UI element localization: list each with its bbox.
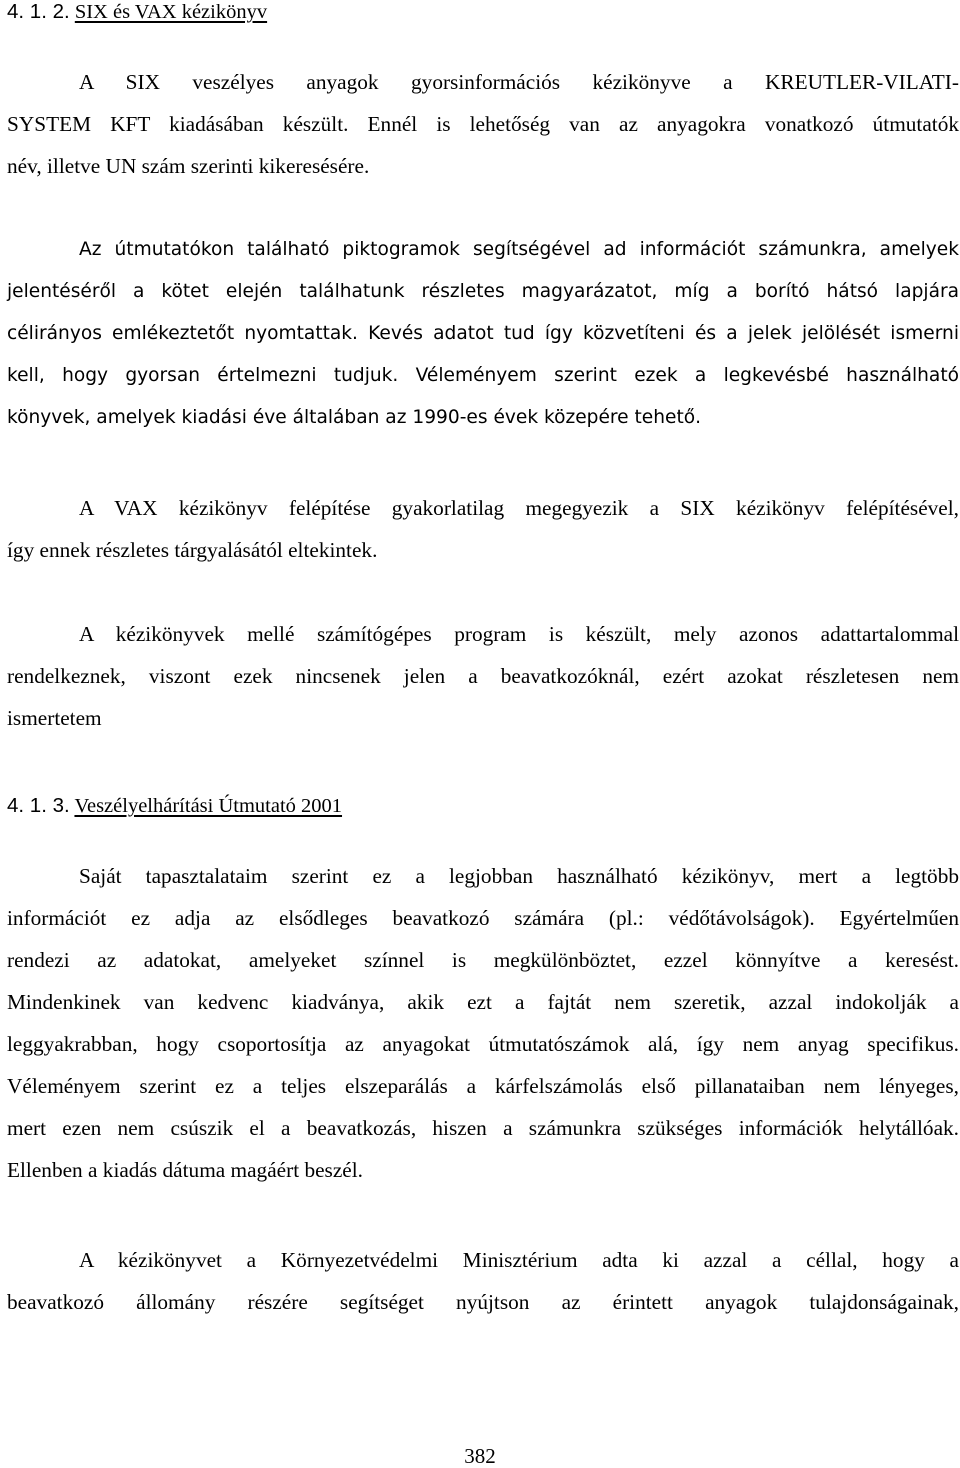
paragraph-line: információt ez adja az elsődleges beavatkozó számára (pl.: védőtávolságok). Egyértelműen [7,906,959,930]
paragraph-line: Véleményem szerint ez a teljes elszeparálás a kárfelszámolás első pillanataiban nem lényeges, [7,1074,959,1098]
paragraph-line: ismertetem [7,706,102,730]
section-title: Veszélyelhárítási Útmutató 2001 [74,795,343,817]
section-heading-4-1-3 [7,794,342,818]
paragraph-line: SYSTEM KFT kiadásában készült. Ennél is lehetőség van az anyagokra vonatkozó útmutatók [7,112,959,136]
section-number: 4. 1. 3. [7,794,70,817]
paragraph-line: Az útmutatókon található piktogramok segítségével ad információt számunkra, amelyek [79,239,959,260]
paragraph-sajat [7,855,959,1191]
paragraph-line: A kézikönyvek mellé számítógépes program is készült, mely azonos adattartalommal [79,622,959,646]
section-heading-4-1-2 [7,0,267,24]
paragraph-line: mert ezen nem csúszik el a beavatkozás, hiszen a számunkra szükséges információk helytállóak. [7,1116,959,1140]
paragraph-line: célirányos emlékeztetőt nyomtattak. Kevés adatot tud így közvetíteni és a jelek jelölését ismerni [7,323,959,344]
paragraph-six [7,61,959,187]
paragraph-vax [7,487,959,571]
paragraph-line: Saját tapasztalataim szerint ez a legjobban használható kézikönyv, mert a legtöbb [79,864,959,888]
paragraph-line: jelentéséről a kötet elején találhatunk részletes magyarázatot, míg a borító hátsó lapjára [7,281,959,302]
section-title: SIX és VAX kézikönyv [74,1,268,23]
paragraph-line: Mindenkinek van kedvenc kiadványa, akik ezt a fajtát nem szeretik, azzal indokolják a [7,990,959,1014]
paragraph-line: rendezi az adatokat, amelyeket színnel is megkülönböztet, ezzel könnyítve a keresést. [7,948,959,972]
page-number: 382 [464,1444,496,1468]
paragraph-line: kell, hogy gyorsan értelmezni tudjuk. Véleményem szerint ezek a legkevésbé használható [7,365,959,386]
paragraph-program [7,613,959,739]
paragraph-line: Ellenben a kiadás dátuma magáért beszél. [7,1158,363,1182]
section-number: 4. 1. 2. [7,0,70,23]
paragraph-line: leggyakrabban, hogy csoportosítja az anyagokat útmutatószámok alá, így nem anyag specifikus. [7,1032,959,1056]
paragraph-line: A VAX kézikönyv felépítése gyakorlatilag megegyezik a SIX kézikönyv felépítésével, [79,496,959,520]
paragraph-line: könyvek, amelyek kiadási éve általában az 1990-es évek közepére tehető. [7,407,702,428]
paragraph-line: név, illetve UN szám szerinti kikeresésére. [7,154,370,178]
paragraph-line: A SIX veszélyes anyagok gyorsinformációs kézikönyve a KREUTLER-VILATI- [79,70,959,94]
paragraph-line: így ennek részletes tárgyalásától eltekintek. [7,538,378,562]
paragraph-line: beavatkozó állomány részére segítséget nyújtson az érintett anyagok tulajdonságainak, [7,1290,959,1314]
paragraph-piktogram [7,229,959,439]
paragraph-ministerium [7,1239,959,1323]
paragraph-line: A kézikönyvet a Környezetvédelmi Minisztérium adta ki azzal a céllal, hogy a [79,1248,959,1272]
paragraph-line: rendelkeznek, viszont ezek nincsenek jelen a beavatkozóknál, ezért azokat részletesen nem [7,664,959,688]
